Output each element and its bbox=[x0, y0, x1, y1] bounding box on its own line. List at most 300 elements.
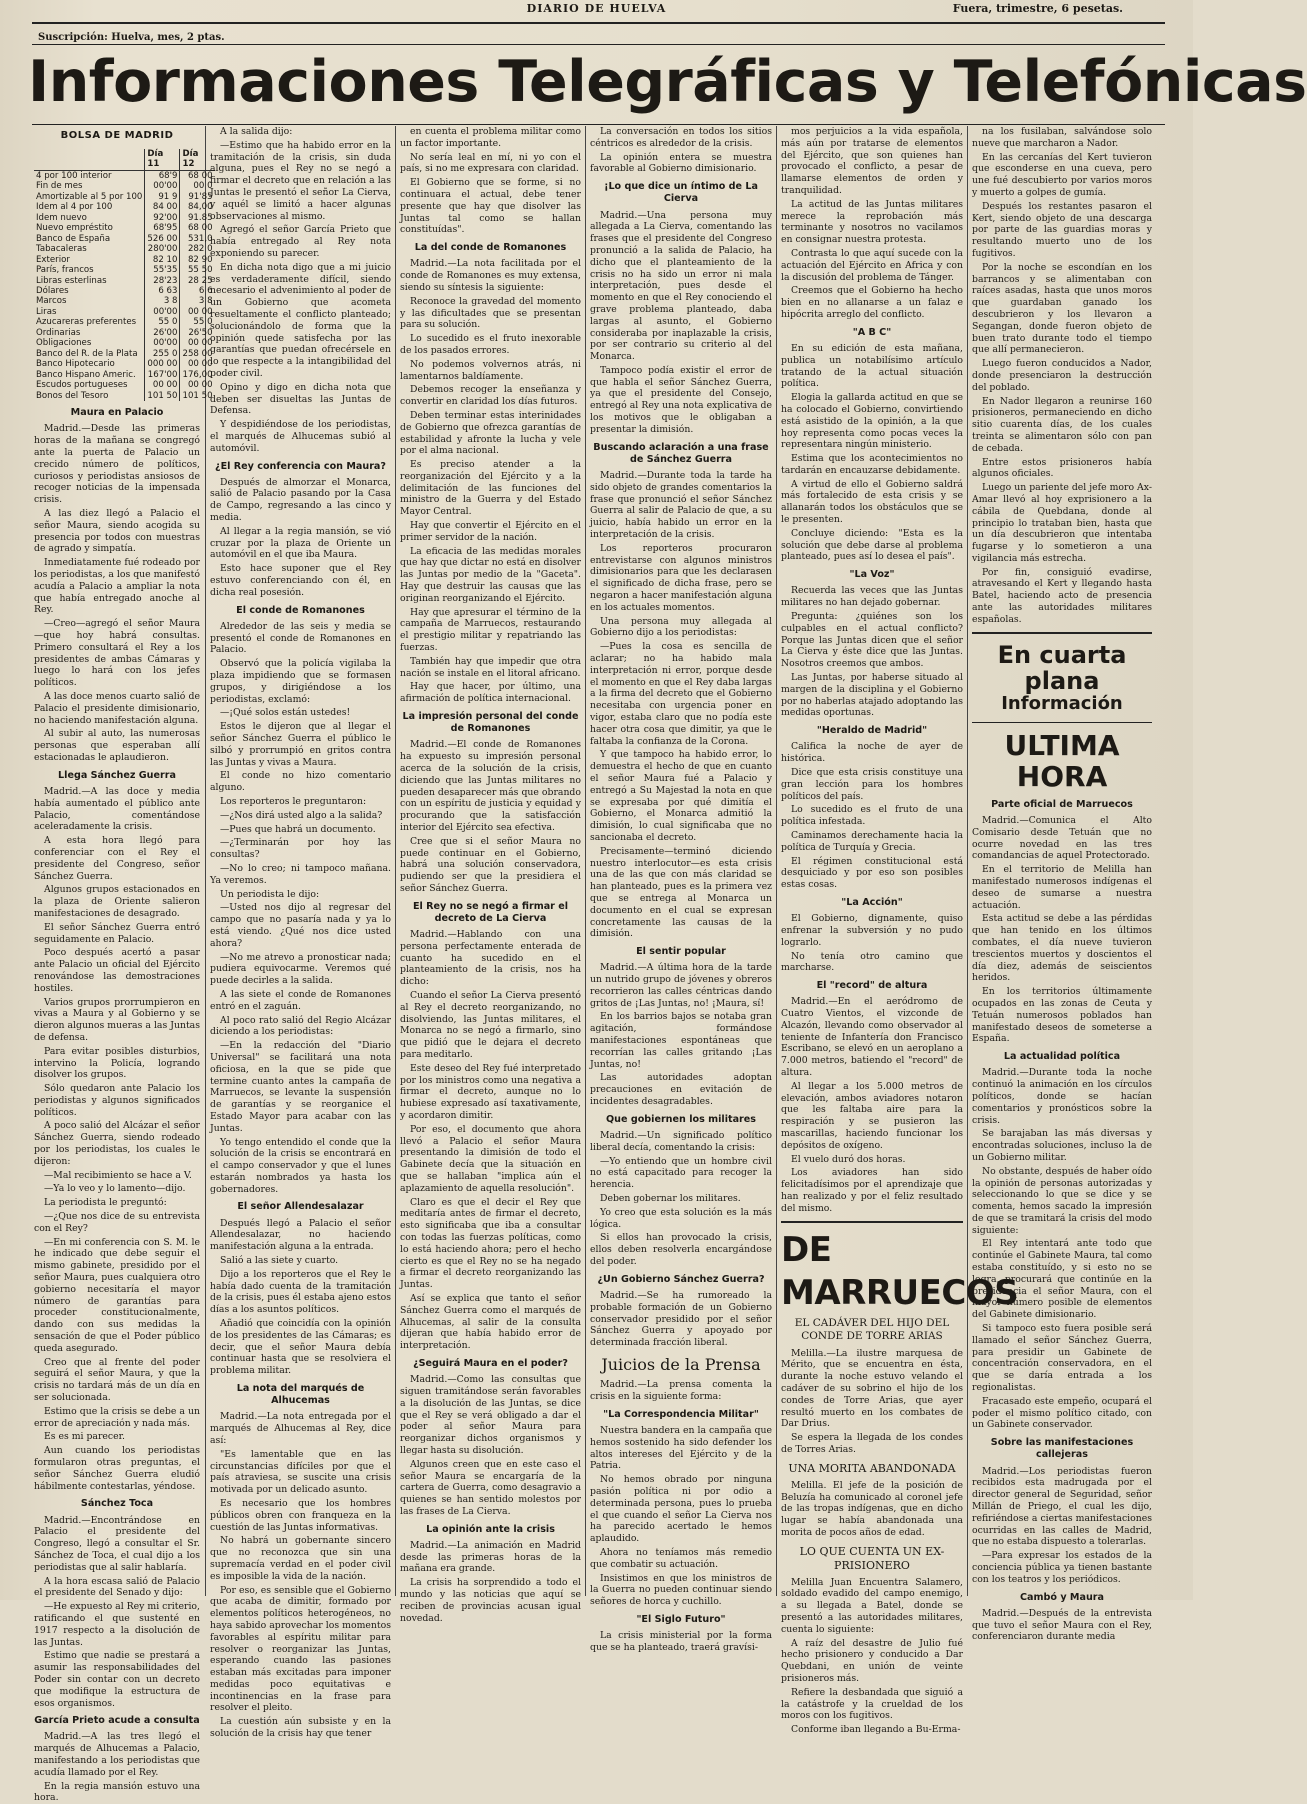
paragraph: Contrasta lo que aquí sucede con la actuación del Ejército en Africa y con la discusión del problema de Tánger. bbox=[781, 247, 963, 283]
bolsa-value-day1: 68'95 bbox=[145, 223, 180, 233]
paragraph: Creo que al frente del poder seguirá el señor Maura, y que la crisis no tardará más de un día en ser solucionada. bbox=[34, 1356, 200, 1404]
paragraph: Madrid.—La nota entregada por el marqués de Alhucemas al Rey, dice así: bbox=[210, 1411, 391, 1446]
paragraph: Las autoridades adoptan precauciones en evitación de incidentes desagradables. bbox=[590, 1072, 772, 1108]
paragraph: Salió a las siete y cuarto. bbox=[220, 1255, 339, 1267]
bolsa-header-row bbox=[34, 149, 215, 170]
bolsa-value-day1: 526 00 bbox=[145, 234, 180, 244]
paragraph: —¡Qué solos están ustedes! bbox=[220, 707, 351, 719]
paragraph: —Pues que habrá un documento. bbox=[220, 823, 376, 835]
paragraph: Después de almorzar el Monarca, salió de Palacio pasando por la Casa de Campo, regresando a las cinco y media. bbox=[210, 476, 391, 524]
bolsa-row bbox=[34, 296, 215, 306]
bolsa-security-name: Obligaciones bbox=[36, 338, 92, 349]
section-heading: ¿Seguirá Maura en el poder? bbox=[413, 1357, 568, 1369]
paragraph: A las siete el conde de Romanones entró en el zaguán. bbox=[210, 988, 391, 1012]
paragraph: Madrid.—En el aeródromo de Cuatro Vientos, el vizconde de Alcazón, llevando como observador al teniente de Infantería don Francisco Escribano, se elevó en un aeroplano a 7.000 metros, batiendo el "record" de altura. bbox=[781, 996, 963, 1079]
bolsa-row bbox=[34, 223, 215, 233]
paragraph: Madrid.—Como las consultas que siguen tramitándose serán favorables a la disolución de las Juntas, se dice que el Rey se verá obligado a dar el poder al señor Maura para reorganizar dichos organismos y llegar hasta su disolución. bbox=[400, 1374, 581, 1456]
paragraph: Y que tampoco ha habido error, lo demuestra el hecho de que en cuanto el señor Maura fué a Palacio y entregó a Su Majestad la nota en que se expresaba por qué dimitía el Gobierno, el Monarca admitió la dimisión, lo cual significaba que no sancionaba el decreto. bbox=[590, 749, 772, 843]
section-heading: El conde de Romanones bbox=[236, 604, 365, 616]
bolsa-value-day1: 167'00 bbox=[145, 370, 180, 380]
section-heading: Maura en Palacio bbox=[70, 407, 164, 419]
paragraph: en cuenta el problema militar como un factor importante. bbox=[400, 126, 581, 149]
section-heading: Buscando aclaración a una frase de Sánchez Guerra bbox=[593, 441, 769, 465]
paragraph: La crisis ministerial por la forma que se ha planteado, traerá gravísi- bbox=[590, 1630, 772, 1653]
bolsa-value-day2: 00 00 bbox=[180, 338, 215, 348]
paragraph: Madrid.—A las doce y media había aumentado el público ante Palacio, comentándose aceleradamente la crisis. bbox=[34, 785, 200, 833]
bolsa-value-day1: 3 8 bbox=[145, 296, 180, 306]
paragraph: Los reporteros procuraron entrevistarse con algunos ministros dimisionarios para que les declarasen el significado de dicha frase, pero se negaron a hacer manifestación alguna en los actuales momentos. bbox=[590, 542, 772, 613]
paragraph: Estos le dijeron que al llegar el señor Sánchez Guerra el público le silbó y prorrumpió en gritos contra las Juntas y vivas a Maura. bbox=[210, 721, 391, 768]
paragraph: La periodista le preguntó: bbox=[44, 1197, 167, 1209]
paragraph: Se espera la llegada de los condes de Torres Arias. bbox=[781, 1432, 963, 1455]
bolsa-row bbox=[34, 370, 215, 380]
paragraph: Dice que esta crisis constituye una gran lección para los hombres políticos del país. bbox=[781, 766, 963, 802]
bolsa-security-name: París, francos bbox=[36, 265, 94, 276]
paragraph: Pregunta: ¿quiénes son los culpables en el actual conflicto? Porque las Juntas dicen que el señor La Cierva y éste dice que las Juntas. Nosotros creemos que ambos. bbox=[781, 611, 963, 670]
paragraph: Caminamos derechamente hacia la política de Turquía y Grecia. bbox=[781, 829, 963, 853]
bolsa-row bbox=[34, 192, 215, 202]
paragraph: na los fusilaban, salvándose solo nueve que marcharon a Nador. bbox=[972, 126, 1152, 149]
bolsa-security-name: Idem al 4 por 100 bbox=[36, 202, 113, 213]
section-heading: "A B C" bbox=[852, 326, 892, 338]
paragraph: Deben terminar estas interinidades de Gobierno que ofrezca garantías de estabilidad y afronte la lucha y vele por el alma nacional. bbox=[400, 409, 581, 457]
section-rule bbox=[972, 632, 1152, 634]
bolsa-value-day2: 84,00 bbox=[180, 202, 215, 212]
bolsa-row bbox=[34, 286, 215, 296]
bolsa-row bbox=[34, 276, 215, 286]
paragraph: —Creo—agregó el señor Maura—que hoy habrá consultas. Primero consultará el Rey a los presidentes de ambas Cámaras y luego lo hará con los jefes políticos. bbox=[34, 618, 200, 689]
bolsa-security-name: Idem nuevo bbox=[36, 212, 87, 223]
section-heading: "La Acción" bbox=[841, 896, 903, 908]
paragraph: No sería leal en mí, ni yo con el país, si no me expresara con claridad. bbox=[400, 151, 581, 175]
bolsa-row bbox=[34, 391, 215, 401]
paragraph: —Mal recibimiento se hace a V. bbox=[44, 1169, 192, 1181]
bolsa-body bbox=[34, 170, 215, 401]
top-rule bbox=[32, 22, 1165, 24]
paragraph: Madrid.—Durante toda la noche continuó la animación en los círculos políticos, donde se hacían comentarios y pronósticos sobre la crisis. bbox=[972, 1067, 1152, 1126]
paragraph: Conforme iban llegando a Bu-Erma- bbox=[791, 1724, 961, 1736]
bolsa-row bbox=[34, 244, 215, 254]
paragraph: La actitud de las Juntas militares merece la reprobación más terminante y nosotros no vacilamos en consignar nuestra protesta. bbox=[781, 198, 963, 246]
bolsa-value-day2: 55 50 bbox=[180, 265, 215, 275]
paragraph: No hemos obrado por ninguna pasión política ni por odio a determinada persona, pues lo prueba el que cuando el señor La Cierva nos ha parecido acertado le hemos aplaudido. bbox=[590, 1474, 772, 1545]
paragraph: Madrid.—Durante toda la tarde ha sido objeto de grandes comentarios la frase que pronunció el señor Sánchez Guerra al salir de Palacio de que, a su juicio, había habido un error en la interpretación de la crisis. bbox=[590, 470, 772, 540]
paragraph: —Para expresar los estados de la conciencia pública ya tienen bastante con los teatros y los periódicos. bbox=[972, 1550, 1152, 1585]
column-2 bbox=[210, 126, 391, 1740]
paragraph: Claro es que el decir el Rey que meditaría antes de firmar el decreto, esto significaba que iba a consultar con todas las fuerzas políticas, como lo está haciendo ahora; pero el hecho cierto es que el Rey no se ha negado a firmar el decreto reorganizando las Juntas. bbox=[400, 1196, 581, 1291]
column-3 bbox=[400, 126, 581, 1624]
bolsa-row bbox=[34, 234, 215, 244]
paragraph: Añadió que coincidía con la opinión de los presidentes de las Cámaras; es decir, que el señor Maura debía continuar hasta que se resolviera el problema militar. bbox=[210, 1318, 391, 1377]
paragraph: La conversación en todos los sitios céntricos es alrededor de la crisis. bbox=[590, 126, 772, 149]
paragraph: Madrid.—La animación en Madrid desde las primeras horas de la mañana era grande. bbox=[400, 1539, 581, 1575]
paragraph: Si ellos han provocado la crisis, ellos deben resolverla encargándose del poder. bbox=[590, 1232, 772, 1267]
paragraph: Tampoco podía existir el error de que habla el señor Sánchez Guerra, ya que el presidente del Consejo, entregó al Rey una nota explicativa de los motivos que le obligaban a presentar la dimisión. bbox=[590, 364, 772, 435]
section-rule bbox=[972, 722, 1152, 723]
paragraph: Es preciso atender a la reorganización del Ejército y a la delimitación de las funciones del ministro de la Guerra y del Estado Mayor Central. bbox=[400, 459, 581, 518]
paragraph: En su edición de esta mañana, publica un notabilísimo artículo tratando de la actual situación política. bbox=[781, 342, 963, 390]
section-heading: La actualidad política bbox=[1003, 1051, 1121, 1063]
paragraph: No obstante, después de haber oído la opinión de personas autorizadas y seleccionando lo que se dice y se comenta, hemos sacado la impresión de que se tramitará la crisis del modo siguiente: bbox=[972, 1165, 1152, 1236]
paragraph: Las Juntas, por haberse situado al margen de la disciplina y el Gobierno por no haberlas atajado adoptando las medidas oportunas. bbox=[781, 672, 963, 719]
section-heading: "La Correspondencia Militar" bbox=[603, 1408, 759, 1420]
paragraph: Debemos recoger la enseñanza y convertir en claridad los días futuros. bbox=[400, 384, 581, 408]
section-heading: "Heraldo de Madrid" bbox=[816, 725, 928, 737]
paragraph: Nuestra bandera en la campaña que hemos sostenido ha sido defender los altos intereses del Ejército y de la Patria. bbox=[590, 1425, 772, 1472]
paragraph: Así se explica que tanto el señor Sánchez Guerra como el marqués de Alhucemas, al salir de la consulta dijeran que había habido error de interpretación. bbox=[400, 1292, 581, 1352]
paragraph: Algunos creen que en este caso el señor Maura se encargaría de la cartera de Guerra, como desagravio a quienes se han sentido molestos por las frases de La Cierva. bbox=[400, 1458, 581, 1517]
bolsa-security-name: Fin de mes bbox=[36, 181, 83, 192]
bolsa-row bbox=[34, 307, 215, 317]
paragraph: La eficacia de las medidas morales que hay que dictar no está en disolver las Juntas por medio de la "Gaceta". Hay que destruir las causas que las originan reorganizando el Ejército. bbox=[400, 545, 581, 604]
paragraph: A la salida dijo: bbox=[220, 126, 293, 137]
section-heading: La opinión ante la crisis bbox=[426, 1523, 555, 1535]
bolsa-row bbox=[34, 317, 215, 327]
bolsa-row bbox=[34, 170, 215, 181]
paragraph: Concluye diciendo: "Esta es la solución que debe darse al problema planteado, pues así lo desea el país". bbox=[781, 527, 963, 563]
paragraph: En Nador llegaron a reunirse 160 prisioneros, permaneciendo en dicho sitio cuarenta días, de los cuales treinta se alimentaron sólo con pan de cebada. bbox=[972, 395, 1152, 454]
column-divider bbox=[395, 126, 396, 1596]
bolsa-security-name: Marcos bbox=[36, 296, 67, 307]
bolsa-row bbox=[34, 328, 215, 338]
paragraph: La cuestión aún subsiste y en la solución de la crisis hay que tener bbox=[210, 1716, 391, 1740]
bolsa-value-day1: 55'35 bbox=[145, 265, 180, 275]
paragraph: Refiere la desbandada que siguió a la catástrofe y la crueldad de los moros con los fugitivos. bbox=[781, 1686, 963, 1722]
bolsa-title: BOLSA DE MADRID bbox=[60, 130, 174, 141]
paragraph: Melilla.—La ilustre marquesa de Mérito, que se encuentra en ésta, durante la noche estuvo velando el cadáver de su sobrino el hijo de los condes de Torre Arias, que ayer resultó muerto en los combates de Dar Drius. bbox=[781, 1347, 963, 1430]
bolsa-row bbox=[34, 349, 215, 359]
paragraph: La crisis ha sorprendido a todo el mundo y las noticias que aquí se reciben de provincias acusan igual novedad. bbox=[400, 1577, 581, 1624]
paragraph: El régimen constitucional está desquiciado y por eso son posibles estas cosas. bbox=[781, 855, 963, 891]
bolsa-security-name: Exterior bbox=[36, 254, 70, 265]
paragraph: mos perjuicios a la vida española, más aún por tratarse de elementos del Ejército, que son quienes han provocado el conflicto, a pesar de llamarse elementos de orden y tranquilidad. bbox=[781, 126, 963, 196]
bolsa-security-name: Banco Hipotecario bbox=[36, 359, 115, 370]
bolsa-security-name: Nuevo empréstito bbox=[36, 223, 113, 234]
paragraph: Los aviadores han sido felicitadísimos por el aprendizaje que han realizado y por el feliz resultado del mismo. bbox=[781, 1167, 963, 1214]
paragraph: Esta actitud se debe a las pérdidas que han tenido en los últimos combates, el día nueve tuvieron trescientos muertos y doscientos el día diez, además de seiscientos heridos. bbox=[972, 913, 1152, 984]
bolsa-value-day2: 282 0 bbox=[180, 244, 215, 254]
paragraph: Al poco rato salió del Regio Alcázar diciendo a los periodistas: bbox=[210, 1014, 391, 1038]
paragraph: No tenía otro camino que marcharse. bbox=[781, 950, 963, 974]
bolsa-row bbox=[34, 255, 215, 265]
paragraph: Por la noche se escondían en los barrancos y se alimentaban con raíces asadas, hasta que unos moros que guardaban ganado los descubrieron y los llevaron a Segangan, donde fueron objeto de buen trato durante todo el tiempo que allí permanecieron. bbox=[972, 261, 1152, 356]
bolsa-value-day2: 91'85 bbox=[180, 192, 215, 202]
paragraph: Ahora no teníamos más remedio que combatir su actuación. bbox=[590, 1546, 772, 1570]
bolsa-value-day1: 00'00 bbox=[145, 338, 180, 348]
paragraph: Madrid.—El conde de Romanones ha expuesto su impresión personal acerca de la solución de la crisis, diciendo que las Juntas militares no pueden desaparecer más que obrando con un espíritu de justicia y equidad y procurando que la satisfacción interior del Ejército sea efectiva. bbox=[400, 739, 581, 833]
paragraph: A poco salió del Alcázar el señor Sánchez Guerra, siendo rodeado por los periodistas, los cuales le dijeron: bbox=[34, 1120, 200, 1167]
paragraph: Lo sucedido es el fruto inexorable de los pasados errores. bbox=[400, 333, 581, 356]
section-title: Juicios de la Prensa bbox=[601, 1354, 761, 1374]
paragraph: El Rey intentará ante todo que continúe el Gabinete Maura, tal como estaba constituído, y si esto no se logra, procurará que continúe en la presidencia el señor Maura, con el mayor número posible de elementos del Gabinete dimisionario. bbox=[972, 1238, 1152, 1321]
bolsa-value-day2: 28 25 bbox=[180, 276, 215, 286]
column-divider bbox=[776, 126, 777, 1596]
paragraph: —No lo creo; ni tampoco mañana. Ya veremos. bbox=[210, 862, 391, 886]
paragraph: El Gobierno que se forme, si no continuara el actual, debe tener presente que hay que disolver las Juntas tal como se hallan constituídas". bbox=[400, 177, 581, 236]
bolsa-security-name: Banco de España bbox=[36, 233, 111, 244]
paragraph: —Yo entiendo que un hombre civil no está capacitado para recoger la herencia. bbox=[590, 1155, 772, 1191]
paragraph: Yo tengo entendido el conde que la solución de la crisis se encontrará en el campo conservador y que el lunes estarán nombrados ya hasta los gobernadores. bbox=[210, 1136, 391, 1195]
bolsa-value-day2: 176,00 bbox=[180, 370, 215, 380]
paragraph: —En mi conferencia con S. M. le he indicado que debe seguir el mismo gabinete, presidido por el señor Maura, pues cualquiera otro gobierno necesitaría el mayor número de garantías para proceder constitucionalmente, dando con sus medidas la sensación de que el Poder público queda asegurado. bbox=[34, 1236, 200, 1354]
paragraph: No podemos volvernos atrás, ni lamentarnos baldíamente. bbox=[400, 358, 581, 382]
paragraph: Los reporteros le preguntaron: bbox=[220, 795, 367, 807]
section-heading: El señor Allendesalazar bbox=[237, 1201, 364, 1213]
bolsa-value-day1: 101 50 bbox=[145, 391, 180, 401]
paragraph: Poco después acertó a pasar ante Palacio un oficial del Ejército renovándose las demostraciones hostiles. bbox=[34, 947, 200, 994]
paragraph: Yo creo que esta solución es la más lógica. bbox=[590, 1206, 772, 1230]
paragraph: En la regia mansión estuvo una hora. bbox=[34, 1780, 200, 1804]
bolsa-security-name: Liras bbox=[36, 306, 57, 317]
bolsa-row bbox=[34, 181, 215, 191]
paragraph: —En la redacción del "Diario Universal" se facilitará una nota oficiosa, en la que se pide que termine cuanto antes la campaña de Marruecos, se levante la suspensión de garantías y se reorganice el Estado Mayor para acabar con las Juntas. bbox=[210, 1040, 391, 1134]
section-heading: El Rey no se negó a firmar el decreto de La Cierva bbox=[412, 900, 569, 924]
paragraph: Al subir al auto, las numerosas personas que esperaban allí estacionadas le aplaudieron. bbox=[34, 728, 200, 763]
bolsa-value-day2: 3 8 bbox=[180, 296, 215, 306]
paragraph: —Usted nos dijo al regresar del campo que no pasaría nada y ya lo está viendo. ¿Qué nos dice usted ahora? bbox=[210, 902, 391, 949]
paragraph: Luego un pariente del jefe moro Ax-Amar llevó al hoy exprisionero a la cábila de Quebdana, donde al principio lo trataban bien, hasta que un día descubrieron que intentaba fugarse y lo sometieron a una vigilancia más estrecha. bbox=[972, 482, 1152, 564]
section-heading: Sánchez Toca bbox=[80, 1498, 154, 1510]
paragraph: También hay que impedir que otra nación se instale en el litoral africano. bbox=[400, 655, 581, 679]
paragraph: Melilla. El jefe de la posición de Beluzía ha comunicado al coronel jefe de las tropas indígenas, que en dicho lugar se había abandonada una morita de pocos años de edad. bbox=[781, 1479, 963, 1538]
paragraph: Precisamente—terminó diciendo nuestro interlocutor—es esta crisis una de las que con más claridad se han planteado, pues es la primera vez que se entrega al Monarca un documento en el cual se expresan concretamente las causas de la dimisión. bbox=[590, 845, 772, 940]
paragraph: En los barrios bajos se notaba gran agitación, formándose manifestaciones espontáneas que recorrían las calles gritando ¡Las Juntas, no! bbox=[590, 1011, 772, 1070]
subscription-local: Suscripción: Huelva, mes, 2 ptas. bbox=[38, 32, 225, 43]
paragraph: Madrid.—Un significado político liberal decía, comentando la crisis: bbox=[590, 1130, 772, 1153]
paragraph: Madrid.—A última hora de la tarde un nutrido grupo de jóvenes y obreros recorrieron las calles céntricas dando gritos de ¡Las Juntas, no! ¡Maura, sí! bbox=[590, 962, 772, 1009]
bolsa-row bbox=[34, 202, 215, 212]
bolsa-security-name: 4 por 100 interior bbox=[36, 170, 112, 181]
paragraph: Un periodista le dijo: bbox=[220, 888, 320, 900]
section-heading: UNA MORITA ABANDONADA bbox=[788, 1461, 956, 1475]
paragraph: Y despidiéndose de los periodistas, el marqués de Alhucemas subió al automóvil. bbox=[210, 419, 391, 454]
paragraph: En las cercanías del Kert tuvieron que esconderse en una cueva, pero une fué descubierto por varios moros y muerto a golpes de gumía. bbox=[972, 151, 1152, 198]
bolsa-security-name: Dólares bbox=[36, 285, 69, 296]
subscription-outside: Fuera, trimestre, 6 pesetas. bbox=[952, 2, 1123, 15]
paragraph: Madrid.—Los periodistas fueron recibidos esta madrugada por el director general de Seguridad, señor Millán de Priego, el cual les dijo, refiriéndose a ciertas manifestaciones ocurridas en las calles de Madrid, que no estaba dispuesto a tolerarlas. bbox=[972, 1465, 1152, 1548]
paragraph: El señor Sánchez Guerra entró seguidamente en Palacio. bbox=[34, 921, 200, 945]
bolsa-row bbox=[34, 213, 215, 223]
bolsa-security-name: Libras esterlinas bbox=[36, 275, 107, 286]
paragraph: Madrid.—Se ha rumoreado la probable formación de un Gobierno conservador presidido por el señor Sánchez Guerra y apoyado por determinada fracción liberal. bbox=[590, 1289, 772, 1349]
bolsa-security-name: Tabacaleras bbox=[36, 244, 87, 255]
bolsa-value-day2: 26'50 bbox=[180, 328, 215, 338]
section-heading: ¿Un Gobierno Sánchez Guerra? bbox=[597, 1273, 765, 1285]
paragraph: Aun cuando los periodistas formularon otras preguntas, el señor Sánchez Guerra eludió hábilmente contestarlas, yéndose. bbox=[34, 1445, 200, 1492]
paragraph: Entre estos prisioneros había algunos oficiales. bbox=[972, 456, 1152, 480]
column-6 bbox=[972, 126, 1152, 1643]
bolsa-value-day1: 92'00 bbox=[145, 213, 180, 223]
column-5 bbox=[781, 126, 1019, 1736]
paragraph: Creemos que el Gobierno ha hecho bien en no allanarse a un falaz e hipócrita arreglo del conflicto. bbox=[781, 285, 963, 320]
paragraph: Hay que convertir el Ejército en el primer servidor de la nación. bbox=[400, 520, 581, 543]
headline-rule bbox=[32, 124, 1165, 125]
paragraph: Madrid.—Una persona muy allegada a La Cierva, comentando las frases que el presidente del Congreso pronunció a la salida de Palacio, ha dicho que el planteamiento de la crisis no ha sido un error ni mala interpretación, pues desde el momento en que el Rey conociendo el grave problema planteado, daba largas al asunto, el Gobierno consideraba por inaplazable la crisis, por ser contrario su criterio al del Monarca. bbox=[590, 209, 772, 363]
paragraph: Sólo quedaron ante Palacio los periodistas y algunos significados políticos. bbox=[34, 1083, 200, 1118]
section-heading: La del conde de Romanones bbox=[414, 242, 567, 254]
ultima-hora-title: ULTIMA HORA bbox=[1004, 729, 1120, 794]
paragraph: Melilla Juan Encuentra Salamero, soldado evadido del campo enemigo, a su llegada a Batel, donde se presentó a las autoridades militares, cuenta lo siguiente: bbox=[781, 1576, 963, 1635]
paragraph: A las diez llegó a Palacio el señor Maura, siendo acogida su presencia por todos con muestras de agrado y simpatía. bbox=[34, 508, 200, 555]
section-rule bbox=[781, 1221, 963, 1223]
paragraph: Reconoce la gravedad del momento y las dificultades que se presentan para su solución. bbox=[400, 295, 581, 331]
paragraph: Hay que hacer, por último, una afirmación de política internacional. bbox=[400, 681, 581, 705]
paragraph: Madrid.—Desde las primeras horas de la mañana se congregó ante la puerta de Palacio un crecido número de políticos, curiosos y periodistas ansiosos de recoger noticias de la impensada crisis. bbox=[34, 423, 200, 506]
paragraph: Se barajaban las más diversas y encontradas soluciones, incluso la de un Gobierno militar. bbox=[972, 1128, 1152, 1163]
paragraph: Este deseo del Rey fué interpretado por los ministros como una negativa a firmar el decreto, aunque no lo hubiese expresado así taxativamente, y acordaron dimitir. bbox=[400, 1062, 581, 1122]
section-heading: ¿El Rey conferencia con Maura? bbox=[215, 460, 386, 472]
column-1 bbox=[34, 126, 213, 1804]
information-title: Información bbox=[1001, 693, 1123, 715]
bolsa-table bbox=[34, 149, 215, 402]
paragraph: Una persona muy allegada al Gobierno dijo a los periodistas: bbox=[590, 615, 772, 639]
section-heading: Parte oficial de Marruecos bbox=[991, 798, 1133, 810]
paragraph: Madrid.—La prensa comenta la crisis en la siguiente forma: bbox=[590, 1379, 772, 1403]
paragraph: Es es mi parecer. bbox=[44, 1431, 126, 1443]
paragraph: —Ya lo veo y lo lamento—dijo. bbox=[44, 1183, 186, 1195]
paragraph: Después los restantes pasaron el Kert, siendo objeto de una descarga por parte de las guardias moras y resultando muerto uno de los fugitivos. bbox=[972, 200, 1152, 259]
section-heading: "La Voz" bbox=[849, 569, 895, 581]
paragraph: Madrid.—Hablando con una persona perfectamente enterada de cuanto ha sucedido en el planteamiento de la crisis, nos ha dicho: bbox=[400, 929, 581, 988]
bolsa-value-day1: 000 00 bbox=[145, 359, 180, 369]
bolsa-value-day2: 82 90 bbox=[180, 255, 215, 265]
paragraph: Madrid.—Comunica el Alto Comisario desde Tetuán que no ocurre novedad en las tres comandancias de aquel Protectorado. bbox=[972, 815, 1152, 862]
bolsa-value-day1: 280'00 bbox=[145, 244, 180, 254]
bolsa-security-name: Ordinarias bbox=[36, 327, 81, 338]
paragraph: Madrid.—La nota facilitada por el conde de Romanones es muy extensa, siendo su síntesis la siguiente: bbox=[400, 258, 581, 293]
paragraph: A raíz del desastre de Julio fué hecho prisionero y conducido a Dar Quebdani, en unión de veinte prisioneros más. bbox=[781, 1637, 963, 1685]
bolsa-value-day2: 6 6 bbox=[180, 286, 215, 296]
bolsa-value-day1: 00'00 bbox=[145, 181, 180, 191]
paragraph: El Gobierno, dignamente, quiso enfrenar la subversión y no pudo lograrlo. bbox=[781, 913, 963, 948]
paragraph: —¿Nos dirá usted algo a la salida? bbox=[220, 809, 383, 821]
bolsa-value-day1: 91 9 bbox=[145, 192, 180, 202]
section-heading: LO QUE CUENTA UN EX-PRISIONERO bbox=[799, 1544, 945, 1572]
section-heading: La impresión personal del conde de Romanones bbox=[402, 711, 579, 735]
bolsa-security-name: Azucareras preferentes bbox=[36, 317, 137, 328]
bolsa-value-day2: 258 00 bbox=[180, 349, 215, 359]
bolsa-value-day2: 531,0 bbox=[180, 234, 215, 244]
column-divider bbox=[585, 126, 586, 1596]
paragraph: Califica la noche de ayer de histórica. bbox=[781, 741, 963, 765]
paragraph: En el territorio de Melilla han manifestado numerosos indígenas el deseo de sumarse a nuestra actuación. bbox=[972, 864, 1152, 911]
paragraph: A las doce menos cuarto salió de Palacio el presidente dimisionario, no haciendo manifestación alguna. bbox=[34, 691, 200, 726]
paragraph: Si tampoco esto fuera posible será llamado el señor Sánchez Guerra, para presidir un Gabinete de concentración conservadora, en el que se daría entrada a los regionalistas. bbox=[972, 1323, 1152, 1394]
paper-name: DIARIO DE HUELVA bbox=[526, 2, 667, 15]
paragraph: —No me atrevo a pronosticar nada; pudiera equivocarme. Veremos qué puede decirles a la salida. bbox=[210, 951, 391, 987]
paragraph: Estimo que la crisis se debe a un error de apreciación y nada más. bbox=[34, 1405, 200, 1429]
section-heading: Cambó y Maura bbox=[1020, 1591, 1104, 1603]
bolsa-value-day1: 26'00 bbox=[145, 328, 180, 338]
bolsa-value-day2: 00 00 bbox=[180, 380, 215, 390]
paragraph: Estima que los acontecimientos no tardarán en encauzarse debidamente. bbox=[781, 453, 963, 476]
paragraph: La opinión entera se muestra favorable al Gobierno dimisionario. bbox=[590, 151, 772, 175]
paragraph: Elogia la gallarda actitud en que se ha colocado el Gobierno, convirtiendo está asistido de la opinión, a la que hoy representa como pocas veces la representara ningún ministerio. bbox=[781, 392, 963, 451]
section-heading: El sentir popular bbox=[636, 946, 726, 958]
bolsa-header-day2: Día 12 bbox=[180, 149, 215, 170]
column-4 bbox=[590, 126, 772, 1653]
marruecos-subtitle: EL CADÁVER DEL HIJO DEL CONDE DE TORRE ARIAS bbox=[794, 1316, 950, 1343]
section-heading: Que gobiernen los militares bbox=[606, 1113, 756, 1125]
masthead-bar bbox=[0, 2, 1193, 20]
paragraph: Fracasado este empeño, ocupará el poder el mismo político citado, con un Gabinete conservador. bbox=[972, 1395, 1152, 1431]
paragraph: Alrededor de las seis y media se presentó el conde de Romanones en Palacio. bbox=[210, 620, 391, 656]
bolsa-security-name: Amortizable al 5 por 100 bbox=[36, 191, 143, 202]
bolsa-row bbox=[34, 380, 215, 390]
paragraph: Por fin, consiguió evadirse, atravesando el Kert y llegando hasta Batel, haciendo acto de presencia ante las autoridades militares españolas. bbox=[972, 566, 1152, 625]
paragraph: Agregó el señor García Prieto que había entregado al Rey nota exponiendo su parecer. bbox=[210, 224, 391, 259]
paragraph: A esta hora llegó para conferenciar con el Rey el presidente del Congreso, señor Sánchez Guerra. bbox=[34, 835, 200, 882]
paragraph: Insistimos en que los ministros de la Guerra no pueden continuar siendo señores de horca y cuchillo. bbox=[590, 1572, 772, 1608]
paragraph: Por eso, el documento que ahora llevó a Palacio el señor Maura presentando la dimisión de todo el Gabinete decía que la situación en que se hallaban "implica aún el aplazamiento de aquella resolución". bbox=[400, 1123, 581, 1194]
paragraph: —Pues la cosa es sencilla de aclarar; no ha habido mala interpretación ni error, porque desde el momento en que el Rey daba largas a la firma del decreto que el Gobierno necesitaba con urgencia poner en vigor, estaba claro que no podía este hacer otra cosa que dimitir, ya que le faltaba la confianza de la Corona. bbox=[590, 641, 772, 747]
paragraph: El conde no hizo comentario alguno. bbox=[210, 770, 391, 794]
paragraph: Dijo a los reporteros que el Rey le había dado cuenta de la tramitación de la crisis, pues él estaba ajeno estos días a los asuntos políticos. bbox=[210, 1268, 391, 1316]
bolsa-value-day2: 55 0 bbox=[180, 317, 215, 327]
paragraph: Para evitar posibles disturbios, intervino la Policía, logrando disolver los grupos. bbox=[34, 1045, 200, 1081]
paragraph: —¿Que nos dice de su entrevista con el Rey? bbox=[34, 1211, 200, 1234]
paragraph: Algunos grupos estacionados en la plaza de Oriente salieron manifestaciones de desagrado. bbox=[34, 884, 200, 919]
bolsa-value-day2: 68 00 bbox=[180, 170, 215, 181]
bolsa-row bbox=[34, 359, 215, 369]
bolsa-security-name: Banco del R. de la Plata bbox=[36, 348, 138, 359]
paragraph: Deben gobernar los militares. bbox=[600, 1192, 741, 1204]
section-heading: ¡Lo que dice un íntimo de La Cierva bbox=[604, 181, 758, 205]
paragraph: Al llegar a la regia mansión, se vió cruzar por la plaza de Oriente un automóvil en el que iba Maura. bbox=[210, 525, 391, 561]
paragraph: A la hora escasa salió de Palacio el presidente del Senado y dijo: bbox=[34, 1575, 200, 1599]
paragraph: Al llegar a los 5.000 metros de elevación, ambos aviadores notaron que les faltaba aire para la respiración y se pusieron las mascarillas, haciendo funcionar los depósitos de oxígeno. bbox=[781, 1080, 963, 1151]
paragraph: En los territorios últimamente ocupados en las zonas de Ceuta y Tetuán numerosos poblados han manifestado deseos de someterse a España. bbox=[972, 986, 1152, 1045]
paragraph: Lo sucedido es el fruto de una política infestada. bbox=[781, 804, 963, 828]
paragraph: Observó que la policía vigilaba la plaza impidiendo que se formasen grupos, y dirigiéndose a los periodistas, exclamó: bbox=[210, 658, 391, 705]
section-heading: "El Siglo Futuro" bbox=[636, 1613, 726, 1625]
page-headline: Informaciones Telegráficas y Telefónicas bbox=[28, 49, 1307, 115]
paragraph: El vuelo duró dos horas. bbox=[791, 1153, 906, 1165]
paragraph: Luego fueron conducidos a Nador, donde presenciaron la destrucción del poblado. bbox=[972, 358, 1152, 393]
paragraph: —He expuesto al Rey mi criterio, ratificando el que sustenté en 1917 respecto a la disolución de las Juntas. bbox=[34, 1601, 200, 1648]
bolsa-row bbox=[34, 265, 215, 275]
section-heading: El "record" de altura bbox=[816, 980, 928, 992]
marruecos-title: DE MARRUECOS bbox=[781, 1229, 1019, 1313]
bolsa-value-day2: 68 00 bbox=[180, 223, 215, 233]
paragraph: Madrid.—Después de la entrevista que tuvo el señor Maura con el Rey, conferenciaron durante media bbox=[972, 1607, 1152, 1643]
bolsa-value-day1: 00'00 bbox=[145, 307, 180, 317]
bolsa-security-name: Banco Hispano Americ. bbox=[36, 369, 136, 380]
paragraph: Cree que si el señor Maura no puede continuar en el Gobierno, habrá una solución conservadora, pudiendo ser que la presidiera el señor Sánchez Guerra. bbox=[400, 835, 581, 894]
bolsa-value-day2: 00 00 bbox=[180, 359, 215, 369]
paragraph: —¿Terminarán por hoy las consultas? bbox=[210, 837, 391, 861]
section-heading: Llega Sánchez Guerra bbox=[58, 769, 176, 781]
paragraph: A virtud de ello el Gobierno saldrá más fortalecido de esta crisis y se allanarán todos los obstáculos que se le presenten. bbox=[781, 478, 963, 526]
paragraph: Esto hace suponer que el Rey estuvo conferenciando con él, en dicha real posesión. bbox=[210, 563, 391, 598]
bolsa-header-day1: Día 11 bbox=[145, 149, 180, 170]
bolsa-value-day1: 82 10 bbox=[145, 255, 180, 265]
bolsa-security-name: Bonos del Tesoro bbox=[36, 390, 109, 401]
bolsa-row bbox=[34, 338, 215, 348]
paragraph: Hay que apresurar el término de la campaña de Marruecos, restaurando el prestigio militar y repatriando las fuerzas. bbox=[400, 606, 581, 654]
paragraph: Por eso, es sensible que el Gobierno que acaba de dimitir, formado por elementos políticos heterogéneos, no haya sabido aprovechar los momentos favorables al espíritu militar para resolver o reorganizar las Juntas, esperando cuando las pasiones estaban más excitadas para imponer medidas poco equitativas e incontinencias en la frase para resolver el pleito. bbox=[210, 1584, 391, 1714]
bolsa-value-day1: 255 0 bbox=[145, 349, 180, 359]
fourth-page-title: En cuarta plana bbox=[997, 640, 1127, 696]
bolsa-value-day2: 00 00 bbox=[180, 307, 215, 317]
paragraph: Varios grupos prorrumpieron en vivas a Maura y al Gobierno y se dieron algunos mueras a las Juntas de defensa. bbox=[34, 996, 200, 1043]
bolsa-value-day1: 00 00 bbox=[145, 380, 180, 390]
bolsa-value-day1: 55 0 bbox=[145, 317, 180, 327]
paragraph: Cuando el señor La Cierva presentó al Rey el decreto reorganizando, no disolviendo, las Juntas militares, el Monarca no se negó a firmarlo, sino que pidió que le dejara el decreto para meditarlo. bbox=[400, 990, 581, 1061]
section-heading: Sobre las manifestaciones callejeras bbox=[990, 1437, 1134, 1461]
paragraph: En dicha nota digo que a mi juicio es verdaderamente difícil, siendo necesario el advenimiento al poder de un Gobierno que acometa resueltamente el conflicto planteado; solucionándolo de forma que la opinión quede satisfecha por las garantías que puedan ofrecérsele en lo que respecte a la intangibilidad del poder civil. bbox=[210, 261, 391, 379]
bolsa-value-day1: 84 00 bbox=[145, 202, 180, 212]
